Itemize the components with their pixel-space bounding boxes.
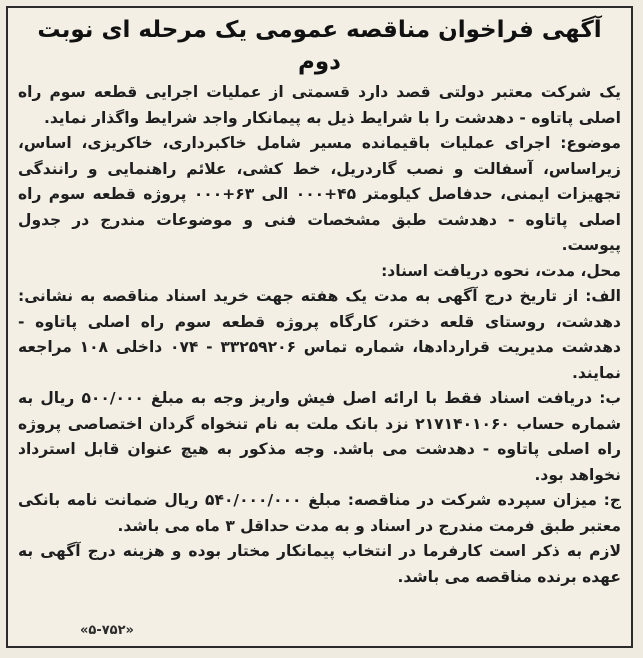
- tender-notice: [6, 6, 633, 648]
- item-b: ب: دریافت اسناد فقط با ارائه اصل فیش واریز وجه به مبلغ ۵۰۰/۰۰۰ ریال به شماره حساب ۲۱۷۱۴۰۱۰۶۰ نزد بانک ملت به نام تنخواه گردان اختصاصی پروژه راه اصلی پاتاوه - دهدشت می باشد. وجه مذکور به هیچ عنوان قابل استرداد نخواهد بود.: [18, 389, 621, 484]
- closing-note: لازم به ذکر است کارفرما در انتخاب پیمانکار مختار بوده و هزینه درج آگهی به عهده برنده مناقصه می باشد.: [18, 542, 621, 586]
- item-a: الف: از تاریخ درج آگهی به مدت یک هفته جهت خرید اسناد مناقصه به نشانی: دهدشت، روستای قلعه دختر، کارگاه پروژه قطعه سوم راه اصلی پاتاوه - دهدشت مدیریت قراردادها، شماره تماس ۳۳۲۵۹۲۰۶ - ۰۷۴ داخلی ۱۰۸ مراجعه نمایند.: [18, 287, 621, 382]
- location-heading: محل، مدت، نحوه دریافت اسناد:: [381, 261, 621, 280]
- notice-intro: یک شرکت معتبر دولتی قصد دارد قسمتی از عملیات اجرایی قطعه سوم راه اصلی پاتاوه - دهدشت را با شرایط ذیل به پیمانکار واجد شرایط واگذار نماید.: [18, 83, 621, 127]
- notice-title: آگهی فراخوان مناقصه عمومی یک مرحله ای نوبت دوم: [37, 17, 602, 75]
- item-c: ج: میزان سپرده شرکت در مناقصه: مبلغ ۵۴۰/۰۰۰/۰۰۰ ریال ضمانت نامه بانکی معتبر طبق فرمت مندرج در اسناد و به مدت حداقل ۳ ماه می باشد.: [18, 491, 621, 535]
- notice-code: «۵-۷۵۲»: [80, 623, 134, 638]
- notice-subject: موضوع: اجرای عملیات باقیمانده مسیر شامل خاکبرداری، خاکریزی، اساس، زیراساس، آسفالت و نصب گاردریل، خط کشی، علائم راهنمایی و رانندگی تجهیزات ایمنی، حدفاصل کیلومتر ۴۵+۰۰۰ الی ۶۳+۰۰۰ پروژه قطعه سوم راه اصلی پاتاوه - دهدشت طبق مشخصات فنی و موضوعات مندرج در جدول پیوست.: [18, 134, 622, 254]
